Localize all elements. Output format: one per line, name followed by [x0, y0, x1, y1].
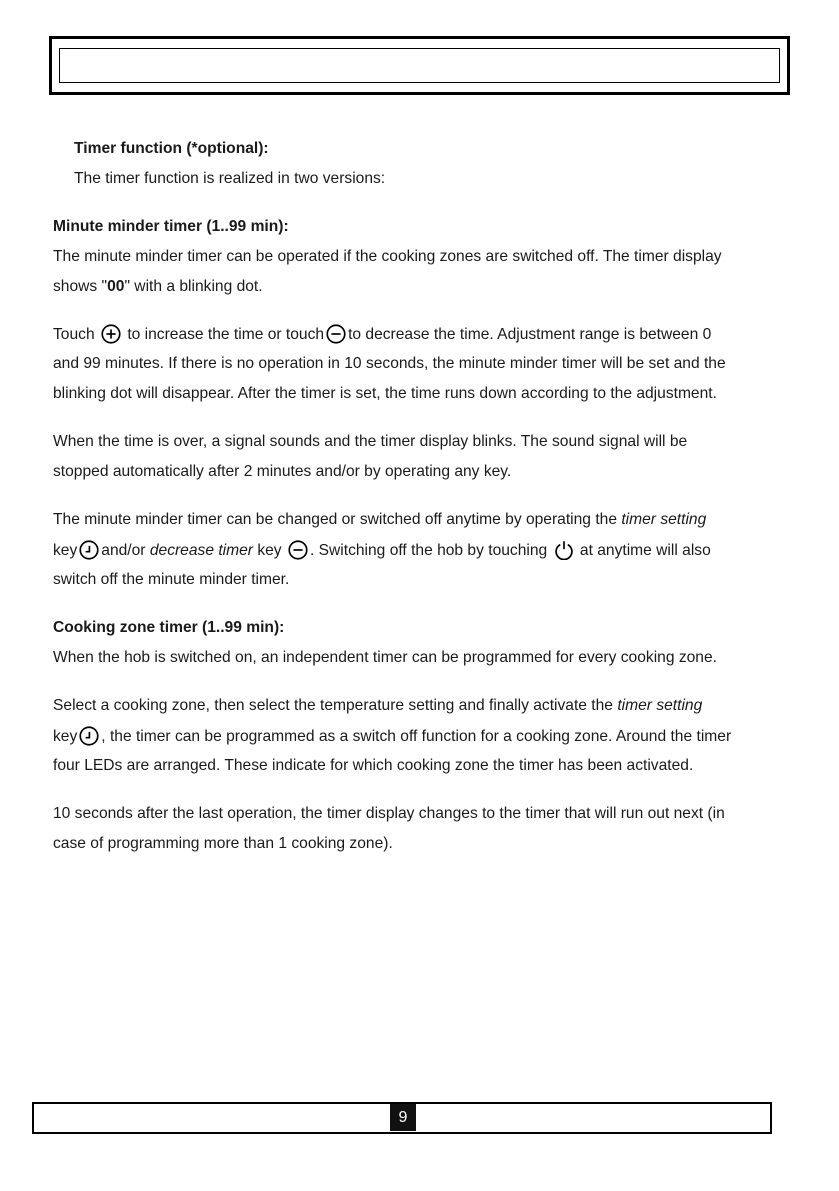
- text-fragment: shows ": [53, 278, 108, 295]
- text-fragment: key: [53, 728, 78, 745]
- text-fragment: key: [53, 542, 78, 559]
- minute-minder-p2-line3: blinking dot will disappear. After the timer is set, the time runs down according to the adjustment.: [53, 385, 717, 402]
- italic-term: timer setting: [621, 511, 707, 528]
- plus-key-icon: [101, 324, 121, 344]
- minus-key-icon: [288, 540, 308, 560]
- text-fragment: The minute minder timer can be changed or switched off anytime by operating the: [53, 511, 617, 528]
- text-fragment: , the timer can be programmed as a switch off function for a cooking zone. Around the timer: [101, 728, 732, 745]
- cooking-zone-heading: Cooking zone timer (1..99 min):: [53, 619, 285, 636]
- cooking-zone-p3-line2: case of programming more than 1 cooking zone).: [53, 835, 393, 852]
- timer-key-icon: [79, 726, 99, 746]
- minute-minder-p2-line1: [53, 324, 711, 345]
- text-fragment: Touch: [53, 326, 95, 343]
- header-inner-frame: [59, 48, 780, 83]
- section-title: Timer function (*optional):: [74, 140, 269, 157]
- italic-term: decrease timer: [149, 542, 253, 559]
- minute-minder-p3-line1: When the time is over, a signal sounds and the timer display blinks. The sound signal will be: [53, 433, 688, 450]
- cooking-zone-p1: When the hob is switched on, an independent timer can be programmed for every cooking zone.: [53, 649, 717, 666]
- minute-minder-p3-line2: stopped automatically after 2 minutes and/or by operating any key.: [53, 463, 512, 480]
- text-fragment: . Switching off the hob by touching: [309, 542, 548, 559]
- minute-minder-p4-line1: [53, 510, 706, 530]
- minute-minder-p2-line2: and 99 minutes. If there is no operation in 10 seconds, the minute minder timer will be set and the: [53, 355, 726, 372]
- minute-minder-p4-line2: [53, 540, 711, 561]
- minute-minder-p1-line1: The minute minder timer can be operated if the cooking zones are switched off. The timer display: [53, 248, 722, 265]
- text-fragment: to decrease the time. Adjustment range is between 0: [348, 326, 712, 343]
- power-key-icon: [554, 540, 574, 560]
- text-fragment: " with a blinking dot.: [124, 278, 263, 295]
- minute-minder-heading: Minute minder timer (1..99 min):: [53, 218, 289, 235]
- display-value: 00: [107, 278, 125, 295]
- text-fragment: to increase the time or touch: [127, 326, 325, 343]
- text-fragment: key: [257, 542, 282, 559]
- cooking-zone-p3-line1: 10 seconds after the last operation, the timer display changes to the timer that will run out next (in: [53, 805, 725, 822]
- section-intro: The timer function is realized in two versions:: [74, 170, 386, 187]
- minute-minder-p4-line3: switch off the minute minder timer.: [53, 571, 290, 588]
- text-fragment: at anytime will also: [579, 542, 711, 559]
- cooking-zone-p2-line3: four LEDs are arranged. These indicate for which cooking zone the timer has been activated.: [53, 757, 694, 774]
- text-fragment: and/or: [101, 542, 146, 559]
- page-number: 9: [390, 1104, 416, 1131]
- header-frame: [49, 36, 790, 95]
- timer-key-icon: [79, 540, 99, 560]
- footer-frame: [32, 1102, 772, 1134]
- cooking-zone-p2-line1: [53, 696, 702, 716]
- italic-term: timer setting: [617, 697, 703, 714]
- text-fragment: Select a cooking zone, then select the temperature setting and finally activate the: [53, 697, 613, 714]
- minute-minder-p1-line2: [53, 277, 263, 297]
- minus-key-icon: [326, 324, 346, 344]
- cooking-zone-p2-line2: [53, 726, 731, 747]
